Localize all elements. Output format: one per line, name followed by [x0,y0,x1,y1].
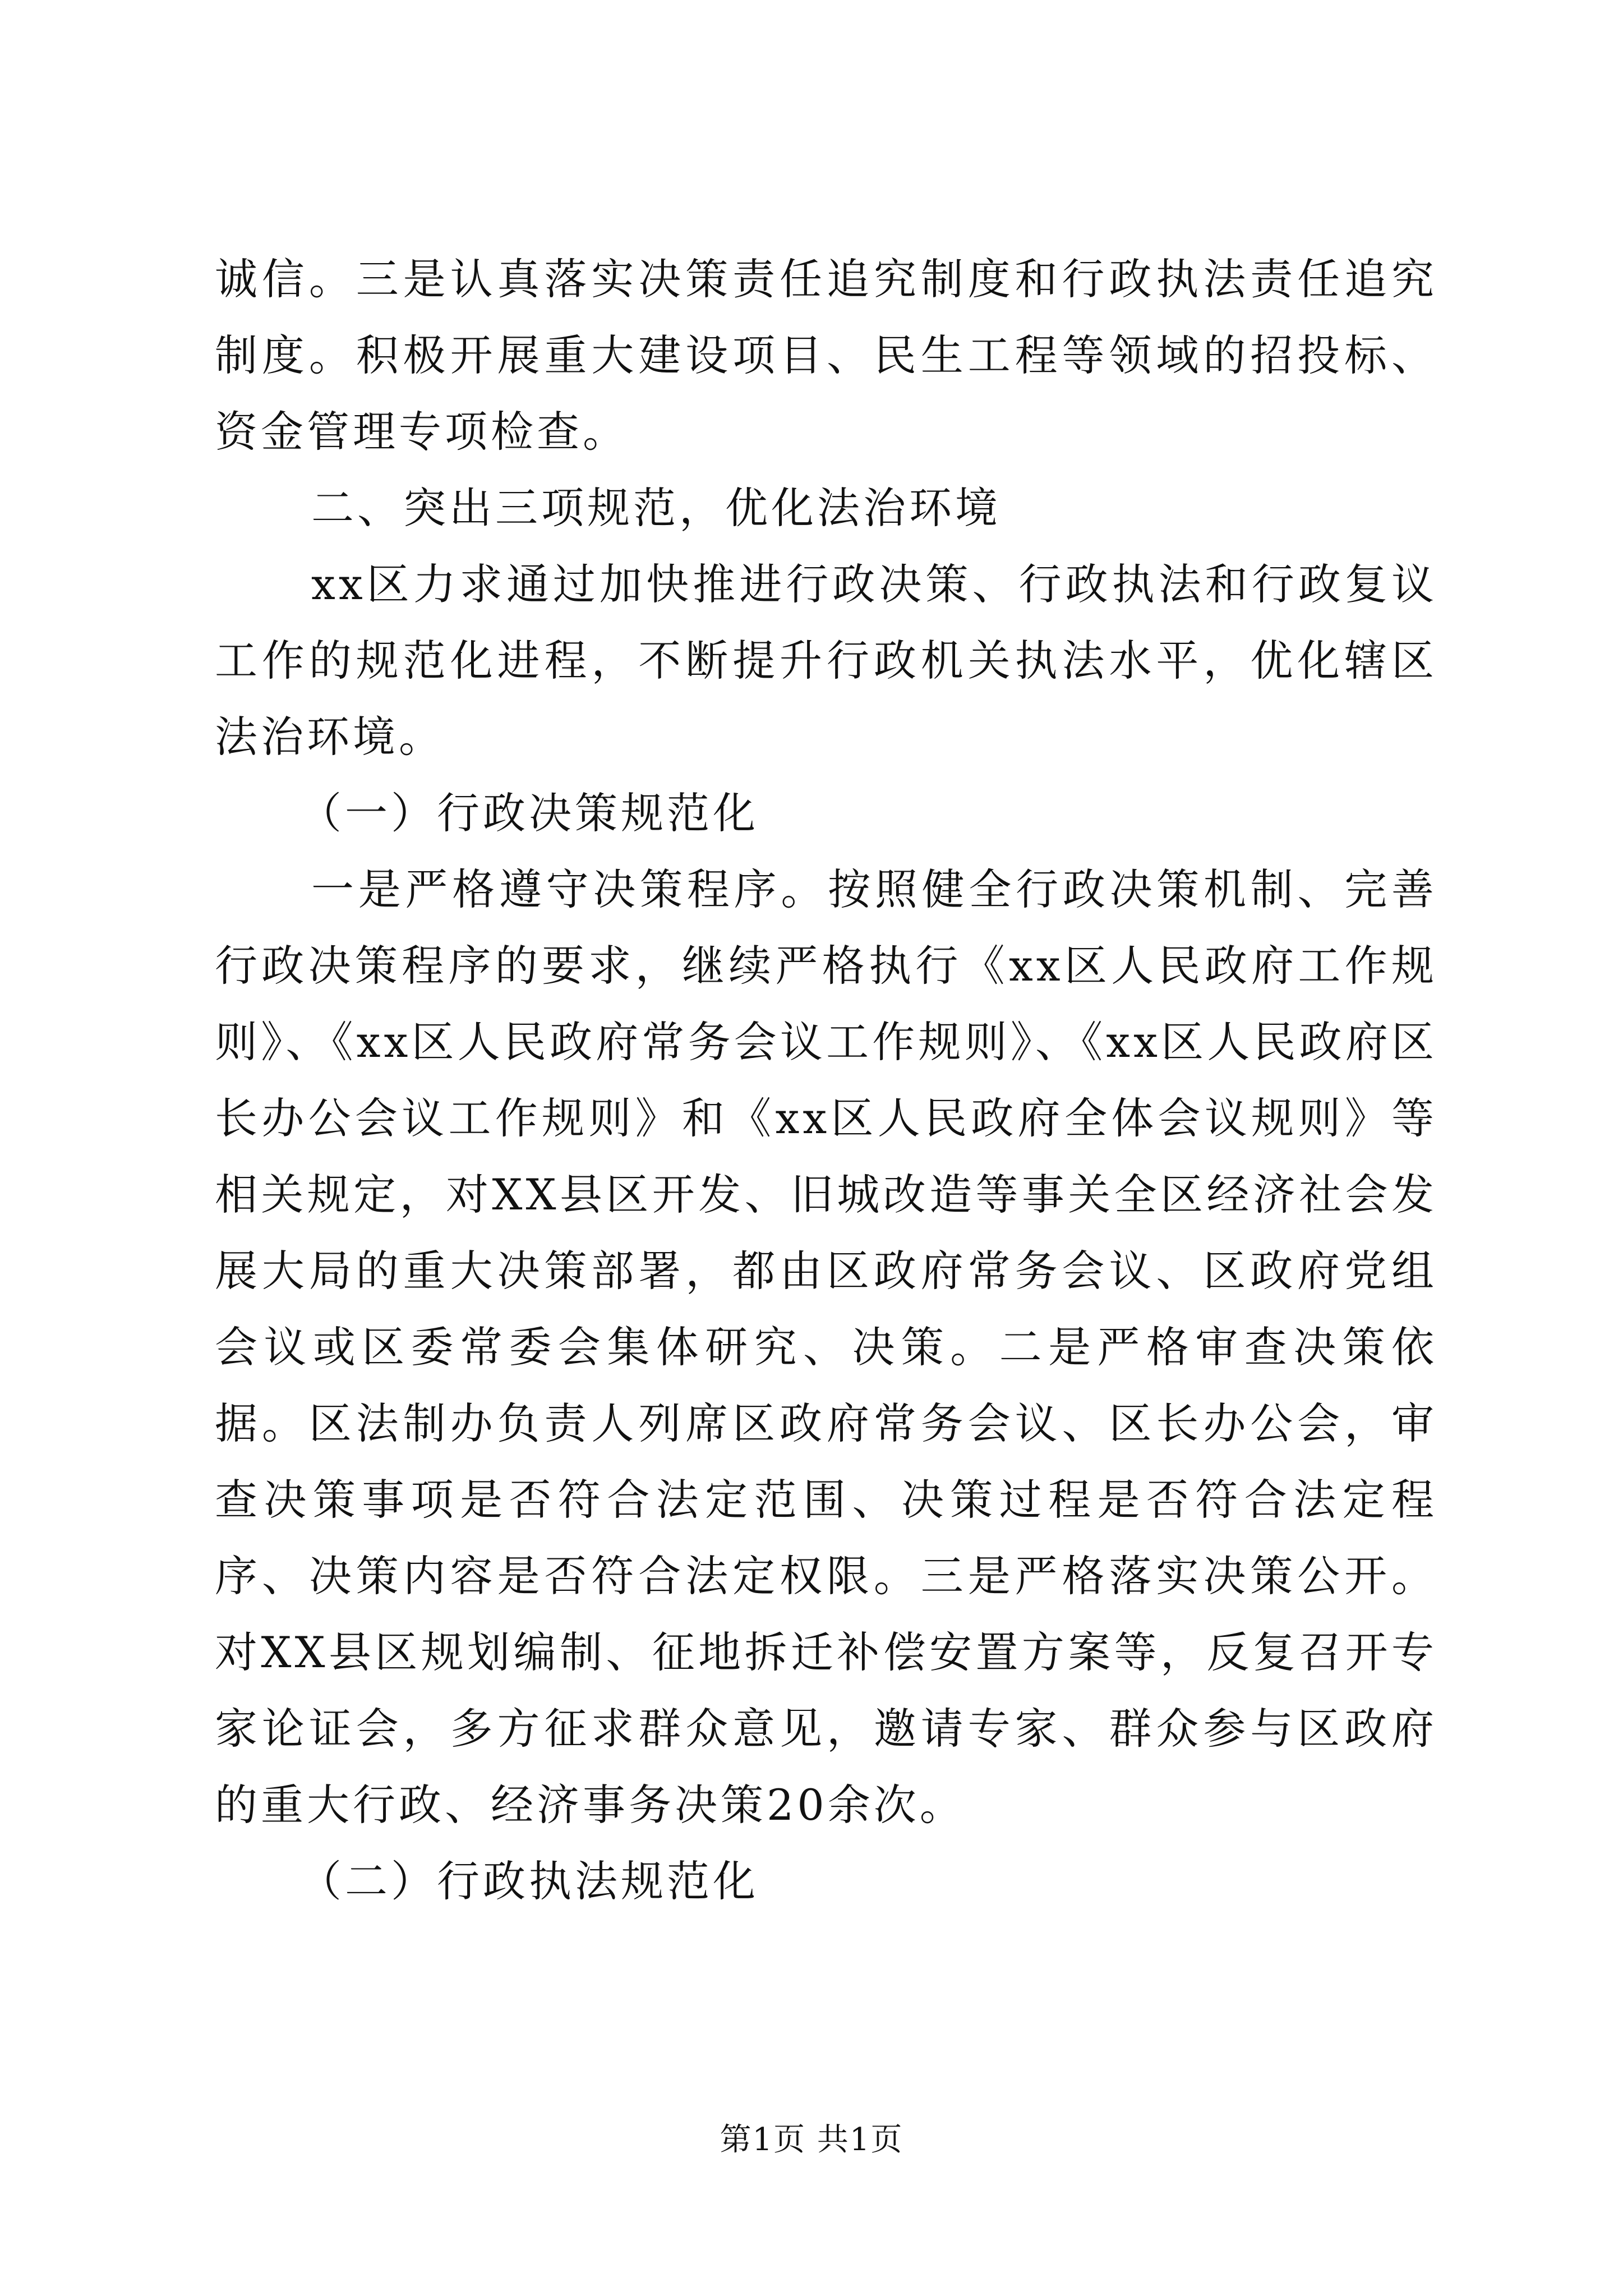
page-footer: 第1页 共1页 [720,2122,903,2158]
subsection-heading-2: （二）行政执法规范化 [299,1856,759,1906]
document-body [215,241,1437,1920]
subsection-heading-1: （一）行政决策规范化 [299,788,759,838]
paragraph-continuation: 诚信。三是认真落实决策责任追究制度和行政执法责任追究制度。积极开展重大建设项目、民生工程等领域的招投标、资金管理专项检查。 [215,254,1437,457]
section-heading: 二、突出三项规范，优化法治环境 [311,483,1001,533]
paragraph-intro: xx区力求通过加快推进行政决策、行政执法和行政复议工作的规范化进程，不断提升行政机关执法水平，优化辖区法治环境。 [215,559,1437,762]
paragraph-decision: 一是严格遵守决策程序。按照健全行政决策机制、完善行政决策程序的要求，继续严格执行《xx区人民政府工作规则》、《xx区人民政府常务会议工作规则》、《xx区人民政府区长办公会议工作规则》和《xx区人民政府全体会议规则》等相关规定，对XX县区开发、旧城改造等事关全区经济社会发展大局的重大决策部署，都由区政府常务会议、区政府党组会议或区委常委会集体研究、决策。二是严格审查决策依据。区法制办负责人列席区政府常务会议、区长办公会，审查决策事项是否符合法定范围、决策过程是否符合法定程序、决策内容是否符合法定权限。三是严格落实决策公开。对XX县区规划编制、征地拆迁补偿安置方案等，反复召开专家论证会，多方征求群众意见，邀请专家、群众参与区政府的重大行政、经济事务决策20余次。 [215,864,1437,1830]
